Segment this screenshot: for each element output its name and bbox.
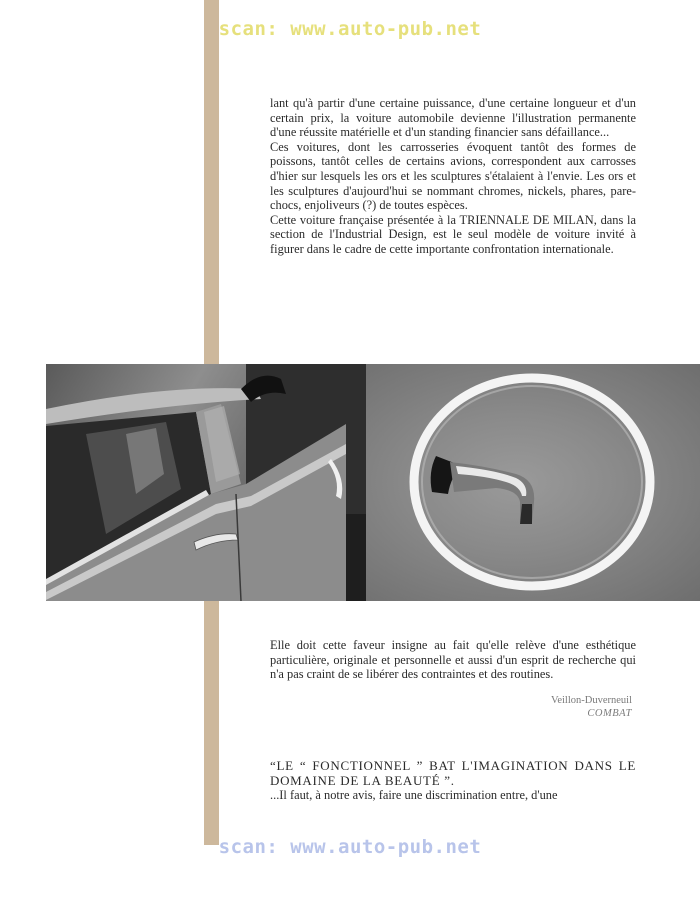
text-block-1 [270, 96, 636, 257]
watermark-bottom: scan: www.auto-pub.net [218, 836, 482, 858]
signature-author: Veillon-Duverneuil [550, 695, 632, 706]
paragraph: lant qu'à partir d'une certaine puissance, d'une certaine longueur et d'un certain prix, la voiture automobile devienne l'illustration permanente d'une réussite matérielle et d'un standing financier sans défaillance... [270, 96, 636, 140]
signature-source: COMBAT [587, 707, 632, 719]
section-heading: “LE “ FONCTIONNEL ” BAT L'IMAGINATION DANS LE DOMAINE DE LA BEAUTÉ ”. [270, 758, 636, 788]
paragraph: Elle doit cette faveur insigne au fait qu'elle relève d'une esthétique particulière, originale et personnelle et aussi d'un esprit de recherche qui n'a pas craint de se libérer des contraintes et des routines. [270, 638, 636, 682]
watermark-top: scan: www.auto-pub.net [218, 18, 482, 40]
text-block-2 [270, 638, 636, 682]
car-door-photo [46, 364, 366, 601]
heading-block [270, 758, 636, 803]
paragraph: ...Il faut, à notre avis, faire une discrimination entre, d'une [270, 788, 558, 802]
door-handle-detail-photo [366, 364, 700, 601]
signature [551, 695, 632, 720]
paragraph: Ces voitures, dont les carrosseries évoquent tantôt des formes de poissons, tantôt celles de certains avions, correspondent aux carrosses d'hier sur lesquels les ors et les sculptures s'étalaient à l'envie. Les ors et les sculptures d'aujourd'hui se nommant chromes, nickels, phares, pare-chocs, enjoliveurs (?) de toutes espèces. [270, 139, 636, 213]
paragraph: Cette voiture française présentée à la TRIENNALE DE MILAN, dans la section de l'Industrial Design, est le seul modèle de voiture invité à figurer dans le cadre de cette importante confrontation internationale. [270, 212, 636, 256]
